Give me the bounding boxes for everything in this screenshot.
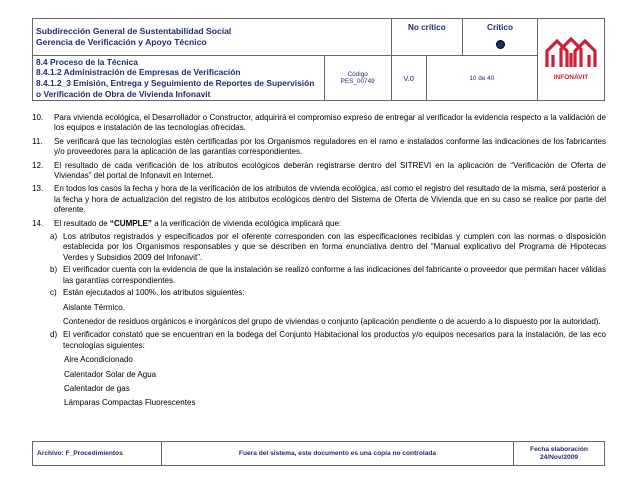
list-item xyxy=(32,161,606,182)
org-line-2: Gerencia de Verificación y Apoyo Técnico xyxy=(36,37,207,47)
attribute-item: Aislante Térmico. xyxy=(63,302,126,312)
item-number: 14. xyxy=(32,218,44,228)
codigo-cell xyxy=(324,56,391,101)
critico-label: Crítico xyxy=(487,23,513,32)
item-text: Se verificará que las tecnologías estén certificadas por los Organismos reguladores en el ramo e instalados conforme las indicaciones de los fabricantes y/o proveedores para la aplicación de las garantías correspondientes. xyxy=(54,136,606,157)
item-text-before: El resultado de xyxy=(54,218,110,228)
sub-item-text: Los atributos registrados y especificados por el oferente corresponden con las especificaciones recibidas y cumplen con las normas o disposición establecida por los Organismos responsables y que se describen en forma enunciativa dentro del “Manual explicativo del Programa de Hipotecas Verdes y Subsidios 2009 del Infonavit”. xyxy=(63,232,606,262)
item-number: 10. xyxy=(32,113,44,122)
infonavit-logo xyxy=(543,27,599,87)
item-number: 12. xyxy=(32,160,44,170)
technology-item: Lámparas Compactas Fluorescentes xyxy=(64,398,196,408)
technology-item: Aire Acondicionado xyxy=(64,355,133,365)
list-item xyxy=(32,137,606,158)
fecha-value: 24/Nov/2009 xyxy=(539,453,579,461)
sub-item-letter: a) xyxy=(50,232,58,242)
fecha-label: Fecha elaboración xyxy=(530,445,588,453)
page-number: 10 de 40 xyxy=(469,74,495,82)
version-cell xyxy=(391,56,426,101)
process-line-3: 8.4.1.2_3 Emisión, Entrega y Seguimiento de Reportes de Supervisión o Verificación de Obra de Vivienda Infonavit xyxy=(36,78,315,99)
sub-item xyxy=(32,265,606,286)
process-line-2: 8.4.1.2 Administración de Empresas de Verificación xyxy=(36,67,241,78)
critico-marker-icon xyxy=(496,40,505,49)
list-item xyxy=(32,113,606,134)
item-text: El resultado de cada verificación de los atributos ecológicos deberán registrarse dentro del SITREVI en la aplicación de “Verificación de Oferta de Viviendas” del portal de Infonavit en Internet. xyxy=(54,160,606,181)
technology-item: Calentador Solar de Agua xyxy=(64,369,157,379)
org-line-1: Subdirección General de Sustentabilidad Social xyxy=(36,26,232,36)
cumple-emphasis: “CUMPLE” xyxy=(109,218,152,228)
technology-item: Calentador de gas xyxy=(64,383,130,393)
sub-item xyxy=(32,330,606,351)
logo-cell xyxy=(538,19,605,101)
sub-item-letter: c) xyxy=(50,288,57,298)
process-cell xyxy=(33,56,325,101)
list-item xyxy=(32,184,606,215)
notice-cell xyxy=(162,442,514,466)
item-text: En todos los casos la fecha y hora de la verificación de los atributos de vivienda ecológica, así como el registro del resultado de la misma, será posterior a la fecha y hora de actualización del registro de los atributos ecológicos dentro del Sistema de Oferta de Vivienda que en su caso se realice por parte del oferente. xyxy=(54,184,606,215)
logo-text: INFONAVIT xyxy=(553,74,589,81)
copy-notice: Fuera del sistema, este documento es una copia no controlada xyxy=(238,450,437,457)
fecha-cell xyxy=(514,442,605,466)
sub-item xyxy=(32,232,606,263)
sub-item xyxy=(32,288,606,298)
document-footer xyxy=(32,441,605,466)
codigo-value: PES_00749 xyxy=(340,78,375,85)
sub-item-text: El verificador cuenta con la evidencia de que la instalación se realizó conforme a las indicaciones del fabricante o proveedor que permitan hacer válidas las garantías correspondientes. xyxy=(63,265,606,285)
sub-item-text: El verificador constató que se encuentran en la bodega del Conjunto Habitacional los productos y/o equipos necesarios para la instalación, de las eco tecnologías siguientes: xyxy=(63,330,606,350)
document-body xyxy=(32,113,606,413)
codigo-label: Código xyxy=(347,71,368,78)
process-line-1: 8.4 Proceso de la Técnica xyxy=(36,56,138,67)
item-number: 13. xyxy=(32,184,44,194)
page-cell xyxy=(426,56,537,101)
sub-item-letter: d) xyxy=(50,330,58,340)
document-header xyxy=(32,18,605,101)
sub-item-letter: b) xyxy=(50,265,58,275)
organization-cell xyxy=(33,19,392,56)
archivo-cell xyxy=(33,442,162,466)
no-critico-cell xyxy=(391,19,462,56)
sub-item-text: Están ejecutados al 100%. los atributos siguientes: xyxy=(63,288,245,298)
attribute-item: Contenedor de residuos orgánicos e inorgánicos del grupo de viviendas o conjunto (aplicación pendiente o de acuerdo a lo dispuesto por la autoridad). xyxy=(63,316,601,326)
list-item xyxy=(32,219,606,229)
item-text: Para vivienda ecológica, el Desarrollador o Constructor, adquirirá el compromiso expreso de entregar al verificador la evidencia respecto a la validación de los equipos e instalación de las tecnologías ofrecidas. xyxy=(54,113,606,133)
no-critico-label: No crítico xyxy=(407,23,446,32)
archivo-label: Archivo: F_Procedimientos xyxy=(37,450,123,457)
item-text-after: a la verificación de vivienda ecológica implicará que: xyxy=(151,218,342,228)
version-value: V.0 xyxy=(403,73,414,83)
critico-cell xyxy=(463,19,538,56)
item-number: 11. xyxy=(32,136,43,146)
